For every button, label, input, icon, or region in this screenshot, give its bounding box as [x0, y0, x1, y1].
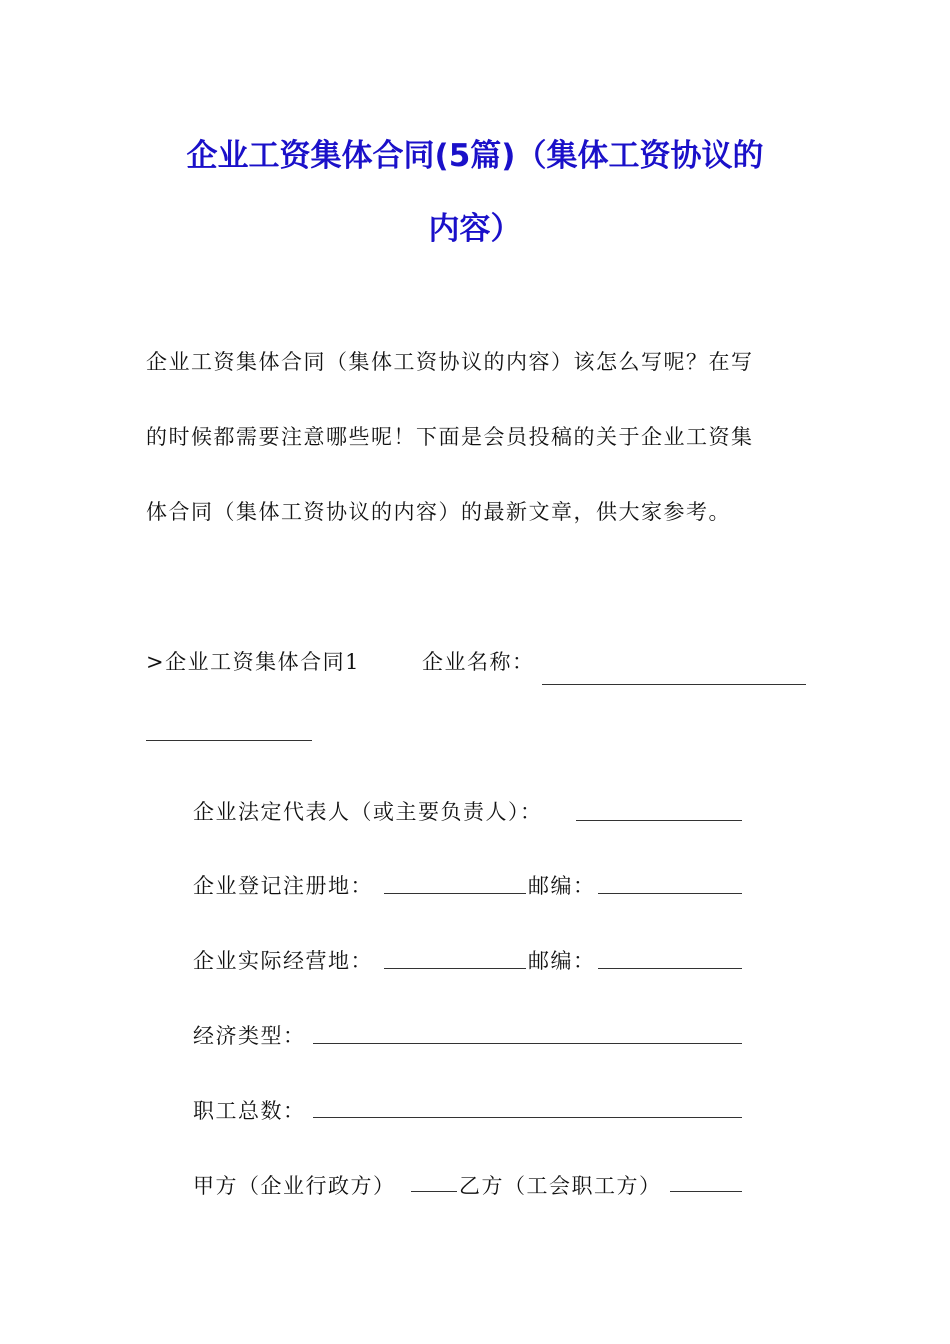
reg-address-label: 企业登记注册地：	[193, 874, 373, 898]
legal-rep-blank	[576, 820, 742, 821]
actual-postcode-label: 邮编：	[528, 949, 596, 973]
section-heading: >企业工资集体合同1	[146, 650, 360, 674]
reg-postcode-blank	[598, 893, 742, 894]
economy-type-label: 经济类型：	[193, 1024, 306, 1048]
intro-paragraph-line-3: 体合同（集体工资协议的内容）的最新文章，供大家参考。	[146, 500, 731, 524]
legal-rep-label: 企业法定代表人（或主要负责人）：	[193, 800, 543, 824]
party-a-label: 甲方（企业行政方）	[193, 1174, 396, 1198]
company-name-blank-continued	[146, 740, 312, 741]
total-staff-label: 职工总数：	[193, 1099, 306, 1123]
party-b-blank	[670, 1191, 742, 1192]
company-name-label: 企业名称：	[422, 650, 535, 674]
company-name-blank	[542, 684, 806, 685]
reg-postcode-label: 邮编：	[528, 874, 596, 898]
document-title-line-2: 内容）	[428, 211, 522, 247]
actual-postcode-blank	[598, 968, 742, 969]
party-b-label: 乙方（工会职工方）	[459, 1174, 662, 1198]
reg-address-blank	[384, 893, 526, 894]
economy-type-blank	[313, 1043, 742, 1044]
party-a-blank	[411, 1191, 457, 1192]
actual-address-label: 企业实际经营地：	[193, 949, 373, 973]
total-staff-blank	[313, 1117, 742, 1118]
intro-paragraph-line-2: 的时候都需要注意哪些呢！下面是会员投稿的关于企业工资集	[146, 425, 754, 449]
actual-address-blank	[384, 968, 526, 969]
intro-paragraph-line-1: 企业工资集体合同（集体工资协议的内容）该怎么写呢？在写	[146, 350, 754, 374]
document-title-line-1: 企业工资集体合同(5篇)（集体工资协议的	[186, 138, 764, 174]
